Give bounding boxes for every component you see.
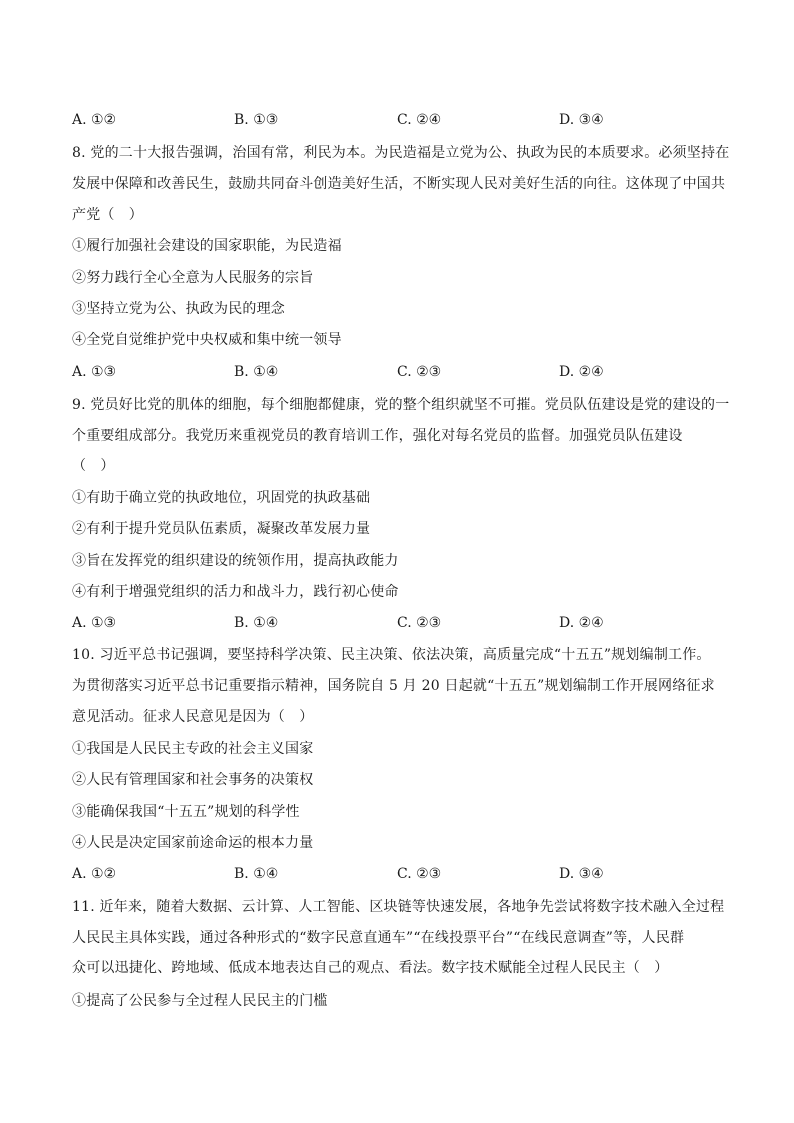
q10-item-3: ③能确保我国“十五五”规划的科学性: [72, 804, 300, 820]
q8-options: [72, 362, 732, 382]
q11-stem-line-2: 人民民主具体实践，通过各种形式的“数字民意直通车”“在线投票平台”“在线民意调查”等，人民群: [72, 930, 685, 946]
q9-item-2: ②有利于提升党员队伍素质，凝聚改革发展力量: [72, 521, 371, 537]
q10-stem-line-2: 为贯彻落实习近平总书记重要指示精神，国务院自 5 月 20 日起就“十五五”规划编制工作开展网络征求: [72, 678, 715, 694]
q8-item-1: ①履行加强社会建设的国家职能，为民造福: [72, 238, 342, 254]
q10-stem-line-1: 10. 习近平总书记强调，要坚持科学决策、民主决策、依法决策，高质量完成“十五五”规划编制工作。: [72, 647, 711, 663]
q10-item-4: ④人民是决定国家前途命运的根本力量: [72, 835, 314, 851]
q10-option-c[interactable]: C. ②③: [397, 866, 442, 882]
q10-option-d[interactable]: D. ③④: [559, 866, 604, 882]
q9-stem-line-2: 个重要组成部分。我党历来重视党员的教育培训工作，强化对每名党员的监督。加强党员队伍建设: [72, 428, 683, 444]
q9-option-b[interactable]: B. ①④: [234, 615, 279, 631]
q8-item-4: ④全党自觉维护党中央权威和集中统一领导: [72, 332, 342, 348]
q8-option-d[interactable]: D. ②④: [559, 364, 604, 380]
q8-item-3: ③坚持立党为公、执政为民的理念: [72, 301, 285, 317]
q7-option-d[interactable]: D. ③④: [559, 112, 604, 128]
q8-option-a[interactable]: A. ①③: [72, 364, 117, 380]
q10-item-2: ②人民有管理国家和社会事务的决策权: [72, 772, 314, 788]
q10-option-b[interactable]: B. ①④: [234, 866, 279, 882]
q11-item-1: ①提高了公民参与全过程人民民主的门槛: [72, 993, 328, 1009]
q7-option-b[interactable]: B. ①③: [234, 112, 279, 128]
q8-stem-line-3: 产党（ ）: [72, 207, 143, 223]
q9-option-a[interactable]: A. ①③: [72, 615, 117, 631]
q8-option-b[interactable]: B. ①④: [234, 364, 279, 380]
q9-item-3: ③旨在发挥党的组织建设的统领作用，提高执政能力: [72, 553, 399, 569]
q11-stem-line-1: 11. 近年来，随着大数据、云计算、人工智能、区块链等快速发展，各地争先尝试将数字技术融入全过程: [72, 899, 725, 915]
q8-item-2: ②努力践行全心全意为人民服务的宗旨: [72, 270, 314, 286]
q9-option-d[interactable]: D. ②④: [559, 615, 604, 631]
q8-option-c[interactable]: C. ②③: [397, 364, 442, 380]
q9-item-4: ④有利于增强党组织的活力和战斗力，践行初心使命: [72, 584, 399, 600]
q9-item-1: ①有助于确立党的执政地位，巩固党的执政基础: [72, 490, 371, 506]
q10-options: [72, 864, 732, 884]
q7-option-c[interactable]: C. ②④: [397, 112, 442, 128]
q10-option-a[interactable]: A. ①②: [72, 866, 117, 882]
q11-stem-line-3: 众可以迅捷化、跨地域、低成本地表达自己的观点、看法。数字技术赋能全过程人民民主（ ）: [72, 960, 669, 976]
q8-stem-line-2: 发展中保障和改善民生，鼓励共同奋斗创造美好生活，不断实现人民对美好生活的向往。这体现了中国共: [72, 176, 726, 192]
q7-options: [72, 110, 732, 130]
q7-option-a[interactable]: A. ①②: [72, 112, 117, 128]
q9-stem-line-3: （ ）: [72, 458, 115, 474]
q10-item-1: ①我国是人民民主专政的社会主义国家: [72, 741, 314, 757]
q8-stem-line-1: 8. 党的二十大报告强调，治国有常，利民为本。为民造福是立党为公、执政为民的本质要求。必须坚持在: [72, 145, 730, 161]
q9-stem-line-1: 9. 党员好比党的肌体的细胞，每个细胞都健康，党的整个组织就坚不可摧。党员队伍建设是党的建设的一: [72, 397, 730, 413]
q9-options: [72, 613, 732, 633]
q9-option-c[interactable]: C. ②③: [397, 615, 442, 631]
q10-stem-line-3: 意见活动。征求人民意见是因为（ ）: [72, 709, 314, 725]
